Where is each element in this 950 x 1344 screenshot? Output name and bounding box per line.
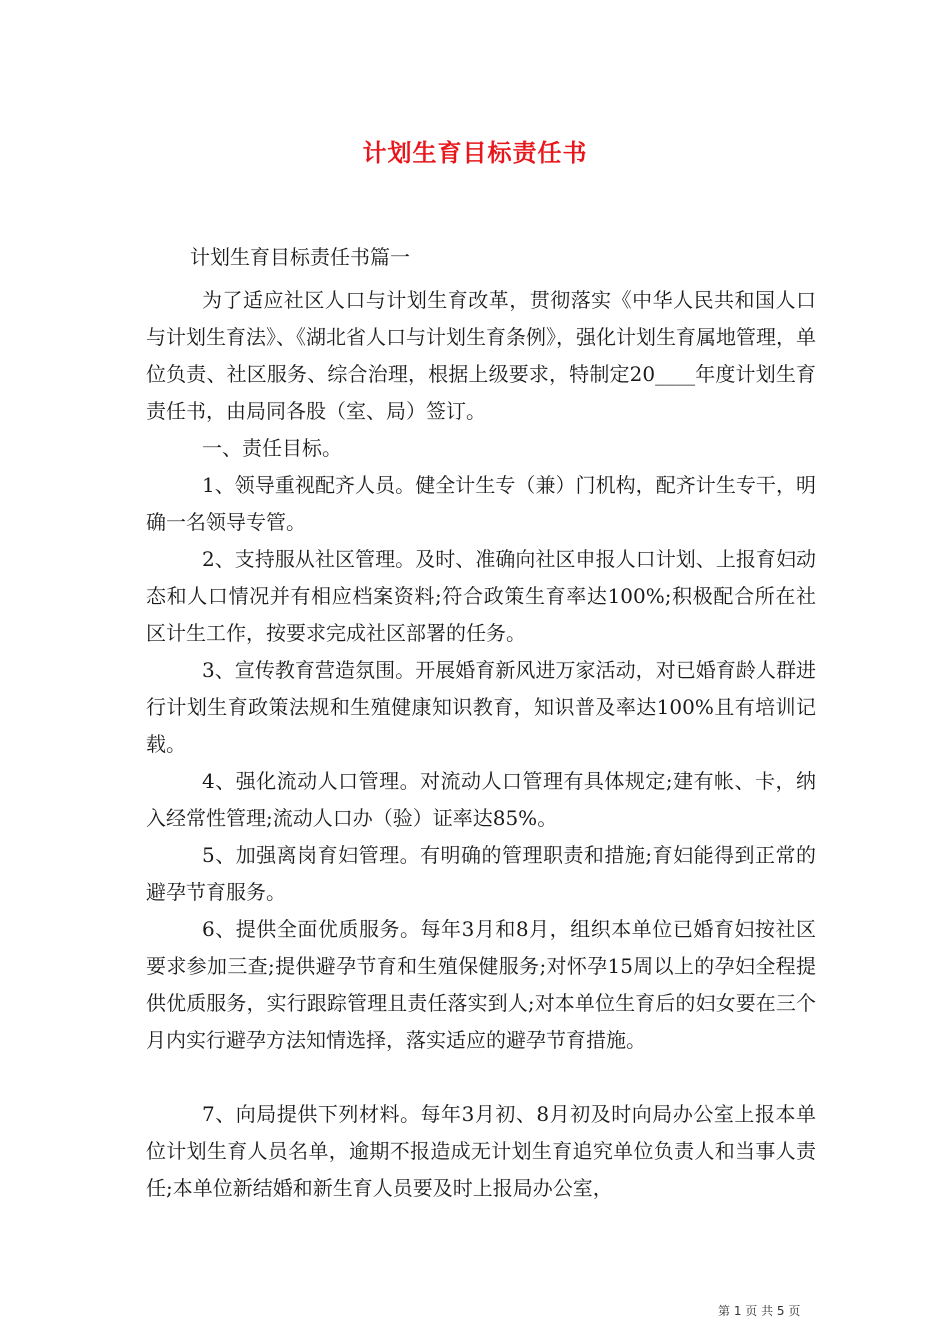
page-number: 第 1 页 共 5 页 [718, 1304, 801, 1318]
document-subtitle: 计划生育目标责任书篇一 [190, 245, 410, 269]
paragraph-item-2: 2、支持服从社区管理。及时、准确向社区申报人口计划、上报育妇动态和人口情况并有相应档案资料;符合政策生育率达100%;积极配合所在社区计生工作，按要求完成社区部署的任务。 [146, 547, 816, 645]
paragraph-item-3: 3、宣传教育营造氛围。开展婚育新风进万家活动，对已婚育龄人群进行计划生育政策法规和生殖健康知识教育，知识普及率达100%且有培训记载。 [146, 658, 816, 756]
document-title: 计划生育目标责任书 [362, 139, 588, 167]
paragraph-item-6: 6、提供全面优质服务。每年3月和8月，组织本单位已婚育妇按社区要求参加三查;提供避孕节育和生殖保健服务;对怀孕15周以上的孕妇全程提供优质服务，实行跟踪管理且责任落实到人;对本单位生育后的妇女要在三个月内实行避孕方法知情选择，落实适应的避孕节育措施。 [146, 917, 816, 1052]
paragraph-item-4: 4、强化流动人口管理。对流动人口管理有具体规定;建有帐、卡，纳入经常性管理;流动人口办（验）证率达85%。 [146, 769, 816, 830]
paragraph-section-heading: 一、责任目标。 [202, 436, 342, 460]
paragraph-item-5: 5、加强离岗育妇管理。有明确的管理职责和措施;育妇能得到正常的避孕节育服务。 [146, 843, 816, 904]
paragraph-intro: 为了适应社区人口与计划生育改革，贯彻落实《中华人民共和国人口与计划生育法》、《湖北省人口与计划生育条例》，强化计划生育属地管理，单位负责、社区服务、综合治理，根据上级要求，特制定20____年度计划生育责任书，由局同各股（室、局）签订。 [146, 288, 816, 423]
paragraph-item-1: 1、领导重视配齐人员。健全计生专（兼）门机构，配齐计生专干，明确一名领导专管。 [146, 473, 816, 534]
paragraph-item-7: 7、向局提供下列材料。每年3月初、8月初及时向局办公室上报本单位计划生育人员名单，逾期不报造成无计划生育追究单位负责人和当事人责任;本单位新结婚和新生育人员要及时上报局办公室， [146, 1102, 816, 1200]
